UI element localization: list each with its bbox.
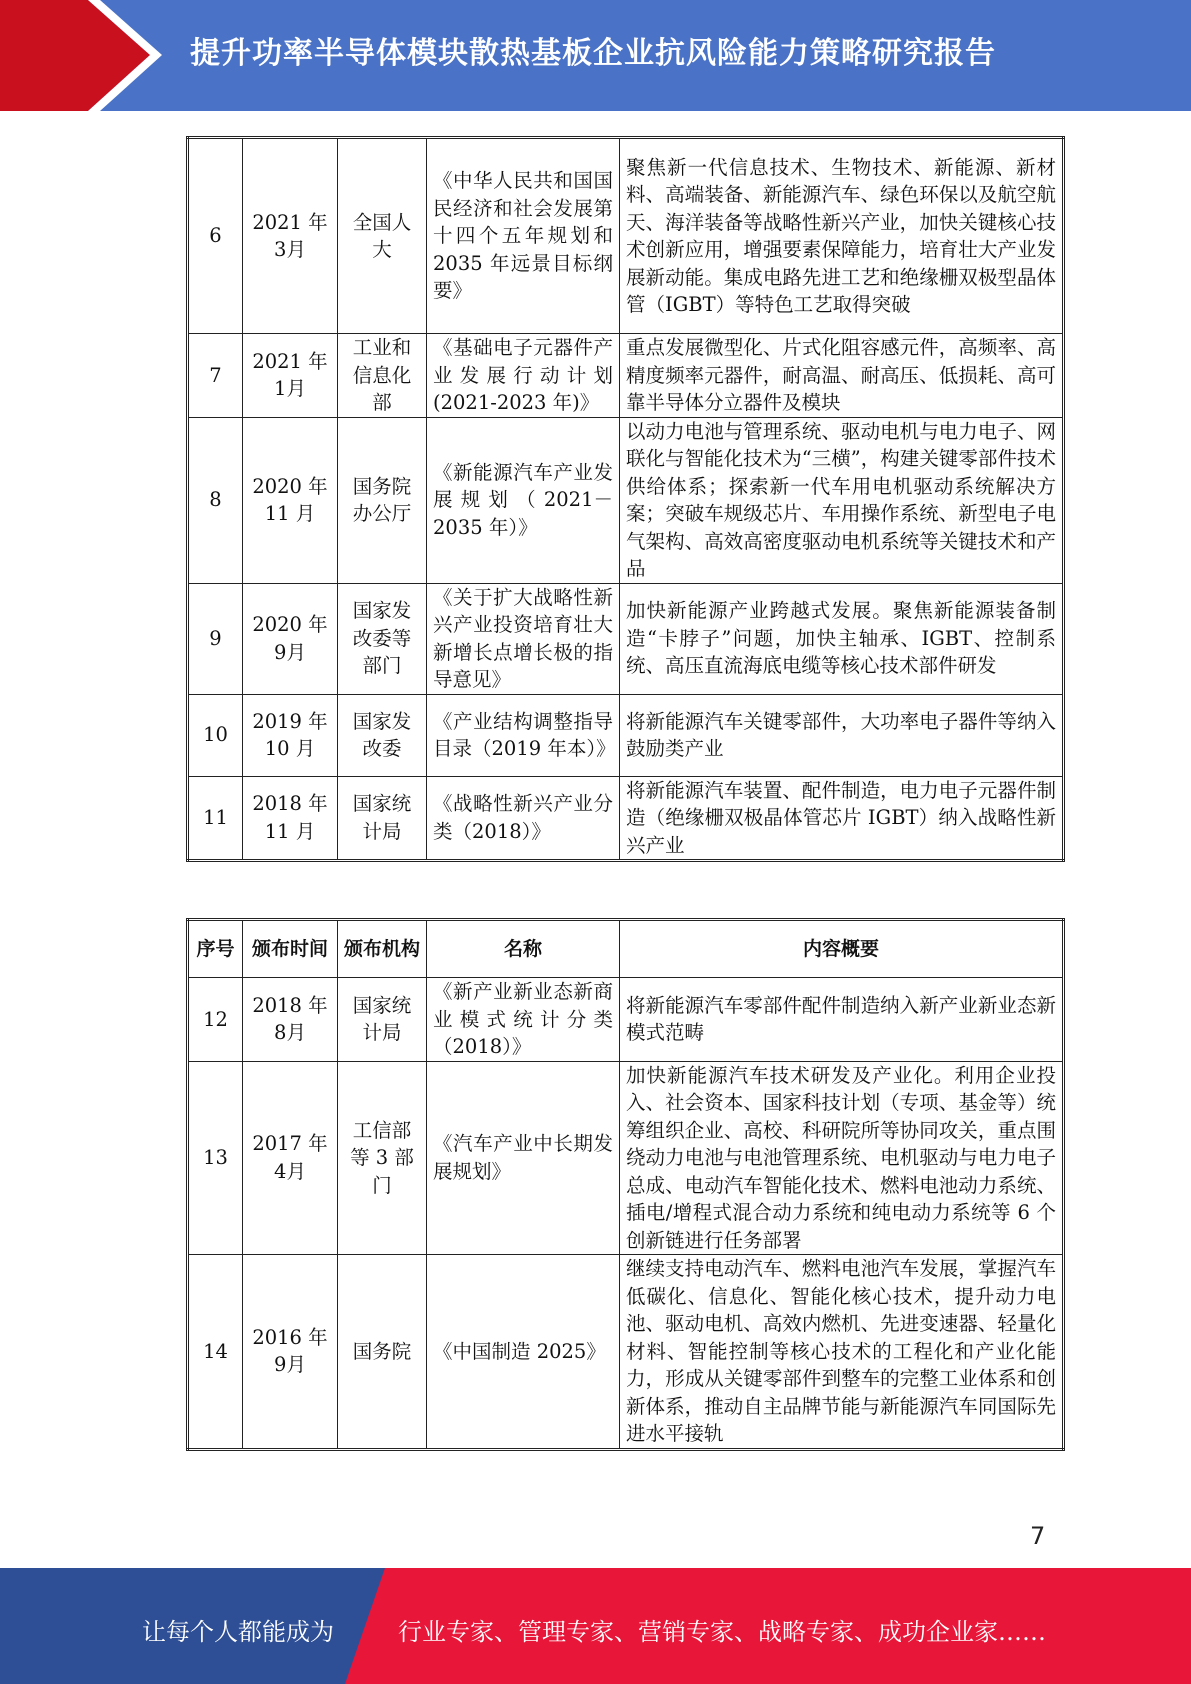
policy-table (186, 918, 1065, 1451)
content-summary: 将新能源汽车零部件配件制造纳入新产业新业态新模式范畴 (620, 978, 1064, 1062)
issuing-body: 国家统计局 (338, 978, 427, 1062)
issue-time: 2020 年 11 月 (243, 417, 338, 583)
table2-body (188, 978, 1064, 1450)
policy-name: 《产业结构调整指导目录（2019 年本）》 (427, 694, 620, 776)
header-summary: 内容概要 (620, 920, 1064, 978)
table1-body (188, 138, 1064, 861)
policy-name: 《关于扩大战略性新兴产业投资培育壮大新增长点增长极的指导意见》 (427, 583, 620, 694)
policy-name: 《战略性新兴产业分类（2018）》 (427, 776, 620, 861)
table-row (188, 417, 1064, 583)
policy-name: 《中国制造 2025》 (427, 1255, 620, 1450)
row-number: 7 (188, 334, 243, 418)
content-summary: 聚焦新一代信息技术、生物技术、新能源、新材料、高端装备、新能源汽车、绿色环保以及航空航天、海洋装备等战略性新兴产业，加快关键核心技术创新应用，增强要素保障能力，培育壮大产业发展新动能。集成电路先进工艺和绝缘栅双极型晶体管（IGBT）等特色工艺取得突破 (620, 138, 1064, 334)
issuing-body: 国家发改委 (338, 694, 427, 776)
policy-table-continued (186, 136, 1065, 862)
issue-time: 2019 年 10 月 (243, 694, 338, 776)
table-header-row (188, 920, 1064, 978)
issuing-body: 国家发改委等部门 (338, 583, 427, 694)
issue-time: 2018 年 11 月 (243, 776, 338, 861)
content-summary: 加快新能源产业跨越式发展。聚焦新能源装备制造“卡脖子”问题，加快主轴承、IGBT、控制系统、高压直流海底电缆等核心技术部件研发 (620, 583, 1064, 694)
row-number: 11 (188, 776, 243, 861)
page-footer (0, 1568, 1191, 1684)
table-row (188, 694, 1064, 776)
issuing-body: 国务院办公厅 (338, 417, 427, 583)
table-row (188, 138, 1064, 334)
page-header (0, 0, 1191, 111)
issue-time: 2020 年 9月 (243, 583, 338, 694)
policy-name: 《基础电子元器件产业发展行动计划(2021-2023 年)》 (427, 334, 620, 418)
issue-time: 2017 年 4月 (243, 1061, 338, 1255)
content-summary: 将新能源汽车装置、配件制造，电力电子元器件制造（绝缘栅双极晶体管芯片 IGBT）纳入战略性新兴产业 (620, 776, 1064, 861)
content-summary: 继续支持电动汽车、燃料电池汽车发展，掌握汽车低碳化、信息化、智能化核心技术，提升动力电池、驱动电机、高效内燃机、先进变速器、轻量化材料、智能控制等核心技术的工程化和产业化能力，形成从关键零部件到整车的完整工业体系和创新体系，推动自主品牌节能与新能源汽车同国际先进水平接轨 (620, 1255, 1064, 1450)
table-row (188, 583, 1064, 694)
content-summary: 将新能源汽车关键零部件，大功率电子器件等纳入鼓励类产业 (620, 694, 1064, 776)
row-number: 14 (188, 1255, 243, 1450)
issue-time: 2016 年 9月 (243, 1255, 338, 1450)
table-row (188, 334, 1064, 418)
report-title: 提升功率半导体模块散热基板企业抗风险能力策略研究报告 (190, 36, 996, 71)
policy-name: 《新产业新业态新商业模式统计分类（2018）》 (427, 978, 620, 1062)
row-number: 13 (188, 1061, 243, 1255)
issue-time: 2021 年 1月 (243, 334, 338, 418)
policy-name: 《中华人民共和国国民经济和社会发展第十四个五年规划和 2035 年远景目标纲要》 (427, 138, 620, 334)
issuing-body: 工业和信息化部 (338, 334, 427, 418)
issuing-body: 工信部等 3 部门 (338, 1061, 427, 1255)
footer-slogan-left: 让每个人都能成为 (142, 1618, 334, 1646)
row-number: 6 (188, 138, 243, 334)
table-row (188, 776, 1064, 861)
header-no: 序号 (188, 920, 243, 978)
row-number: 10 (188, 694, 243, 776)
header-time: 颁布时间 (243, 920, 338, 978)
header-org: 颁布机构 (338, 920, 427, 978)
policy-name: 《新能源汽车产业发展规划（2021－2035 年）》 (427, 417, 620, 583)
content-summary: 以动力电池与管理系统、驱动电机与电力电子、网联化与智能化技术为“三横”，构建关键零部件技术供给体系；探索新一代车用电机驱动系统解决方案；突破车规级芯片、车用操作系统、新型电子电气架构、高效高密度驱动电机系统等关键技术和产品 (620, 417, 1064, 583)
footer-slogan-right: 行业专家、管理专家、营销专家、战略专家、成功企业家…… (398, 1618, 1046, 1646)
issue-time: 2021 年 3月 (243, 138, 338, 334)
table-row (188, 978, 1064, 1062)
issue-time: 2018 年 8月 (243, 978, 338, 1062)
row-number: 8 (188, 417, 243, 583)
table-row (188, 1061, 1064, 1255)
content-summary: 重点发展微型化、片式化阻容感元件，高频率、高精度频率元器件，耐高温、耐高压、低损耗、高可靠半导体分立器件及模块 (620, 334, 1064, 418)
row-number: 12 (188, 978, 243, 1062)
page-number: 7 (1030, 1522, 1046, 1550)
header-name: 名称 (427, 920, 620, 978)
content-summary: 加快新能源汽车技术研发及产业化。利用企业投入、社会资本、国家科技计划（专项、基金等）统筹组织企业、高校、科研院所等协同攻关，重点围绕动力电池与电池管理系统、电机驱动与电力电子总成、电动汽车智能化技术、燃料电池动力系统、插电/增程式混合动力系统和纯电动力系统等 6 个创新链进行任务部署 (620, 1061, 1064, 1255)
issuing-body: 国务院 (338, 1255, 427, 1450)
issuing-body: 国家统计局 (338, 776, 427, 861)
policy-name: 《汽车产业中长期发展规划》 (427, 1061, 620, 1255)
issuing-body: 全国人大 (338, 138, 427, 334)
table-row (188, 1255, 1064, 1450)
row-number: 9 (188, 583, 243, 694)
